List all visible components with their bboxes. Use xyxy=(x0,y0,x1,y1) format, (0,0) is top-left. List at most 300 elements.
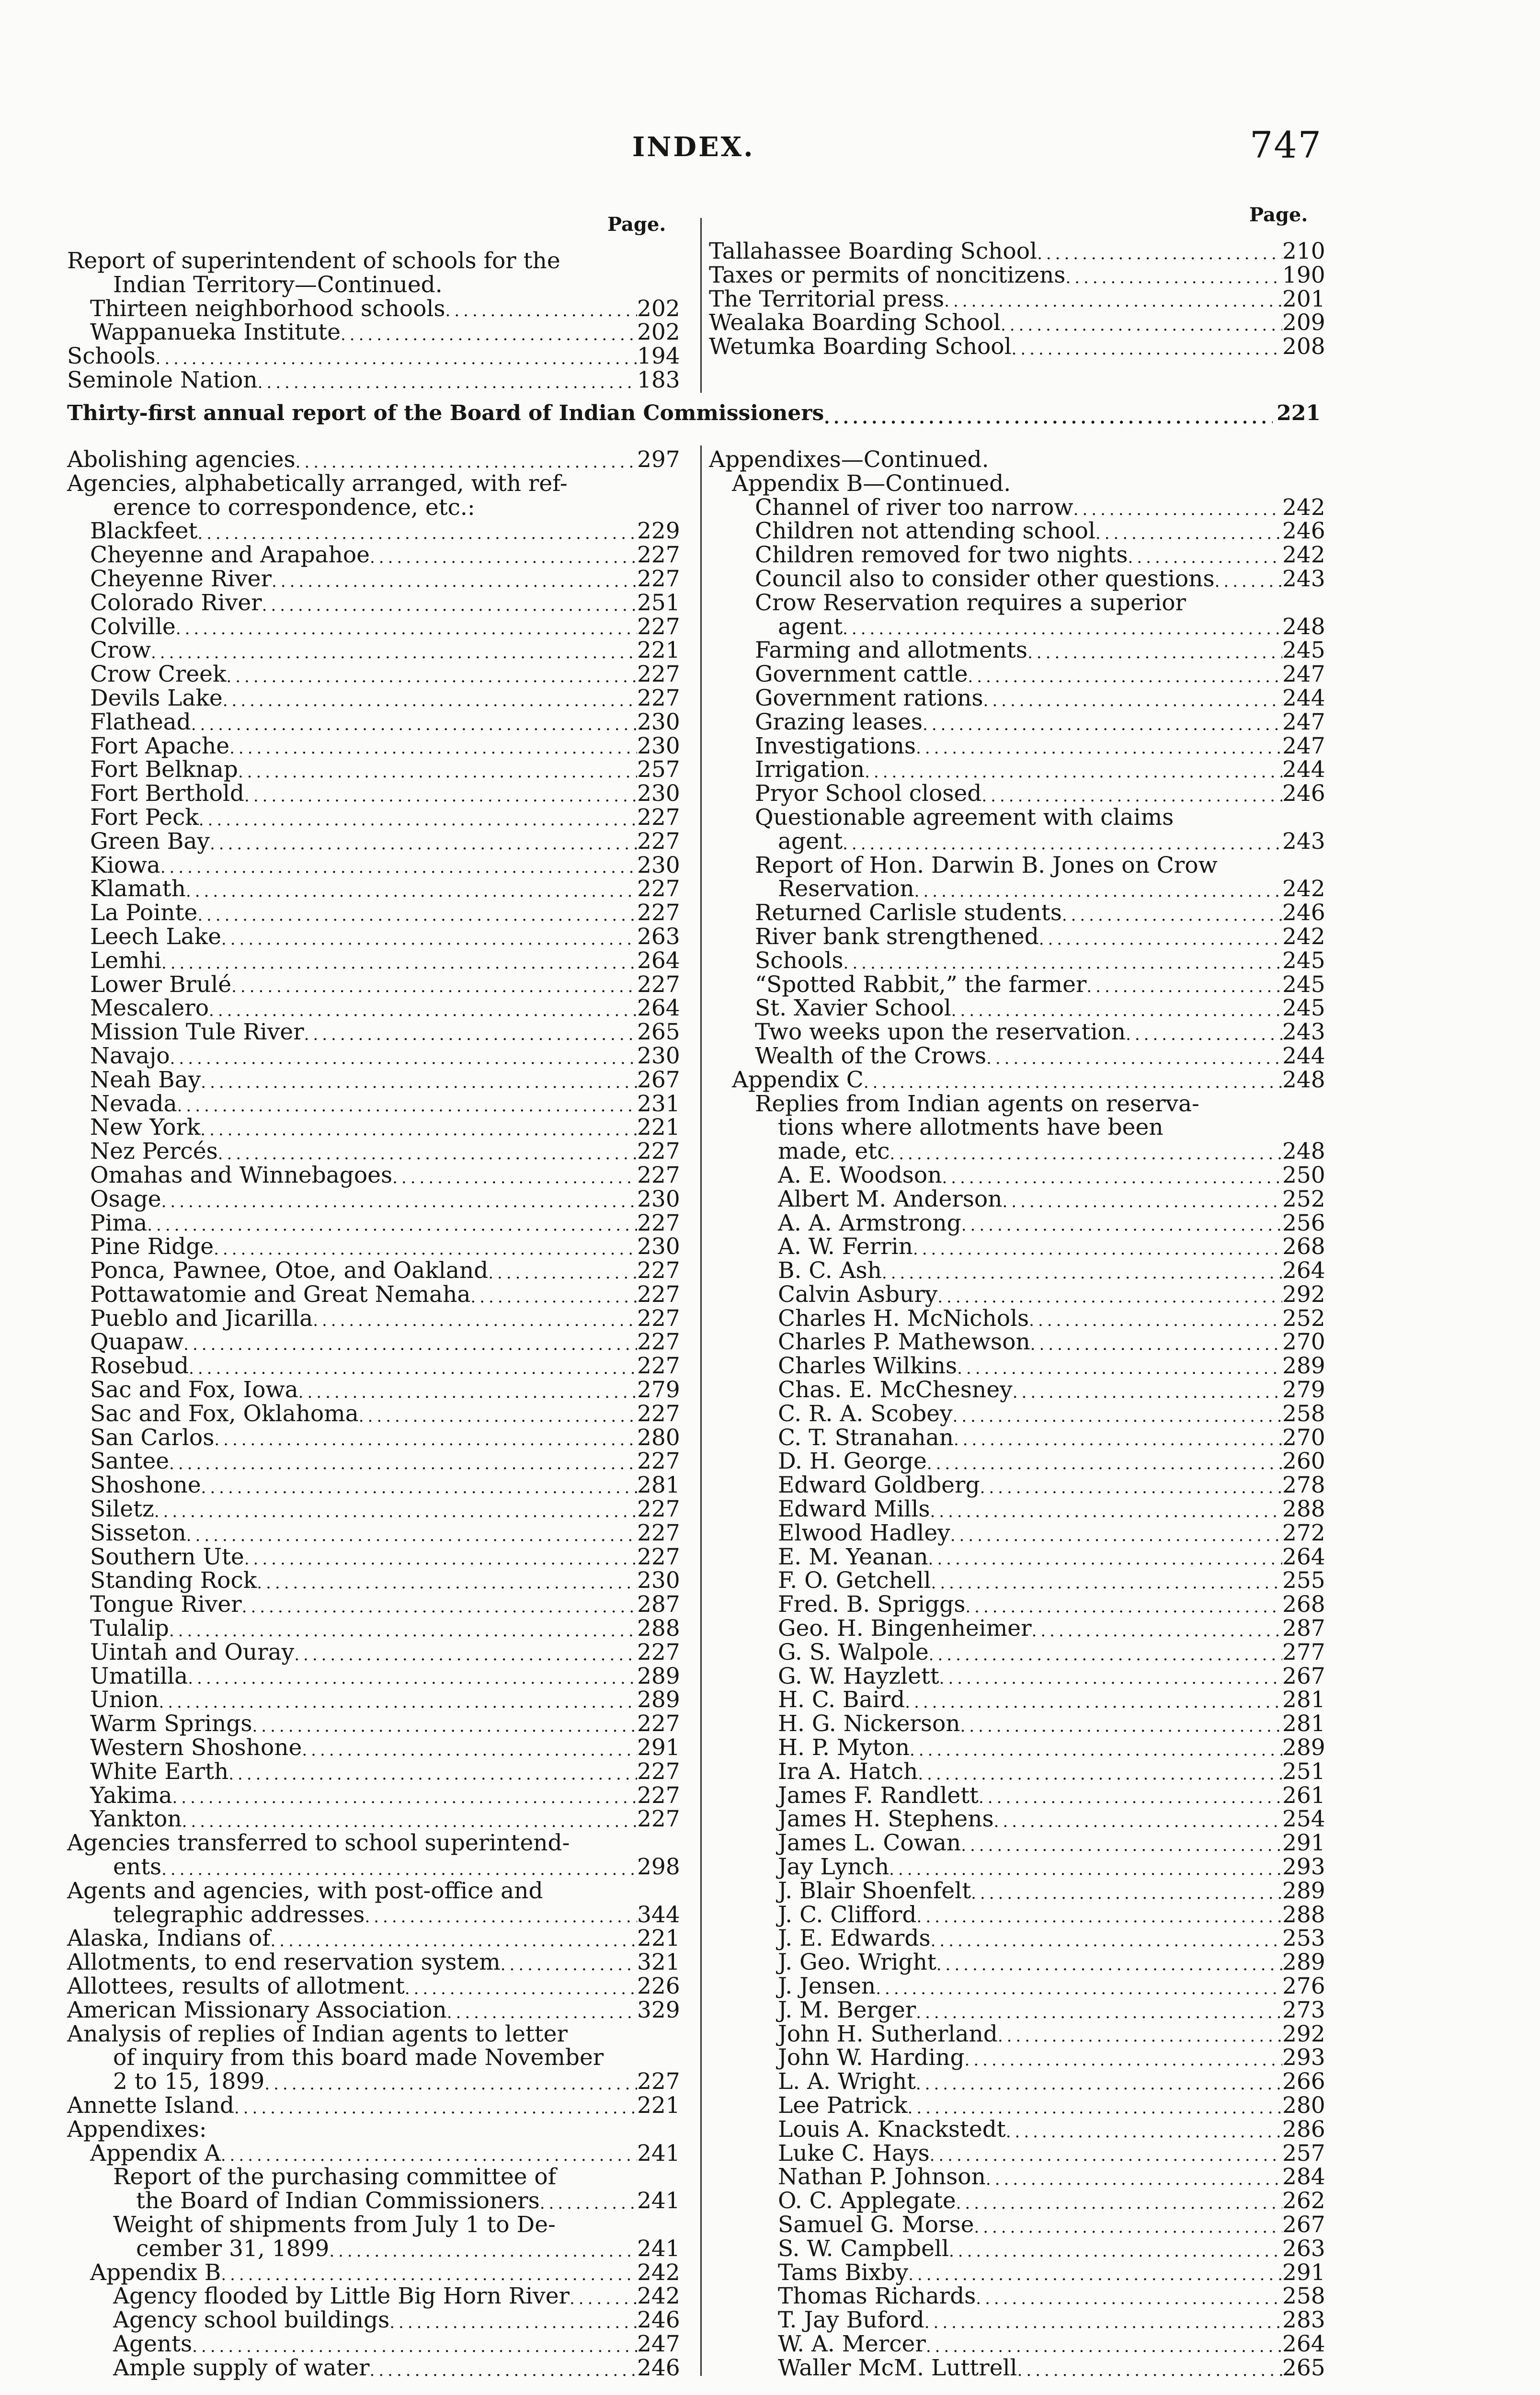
entry-page: 288 xyxy=(637,1615,680,1642)
index-entry xyxy=(709,1567,1325,1594)
index-entry xyxy=(67,472,675,496)
entry-text: J. Blair Shoenfelt xyxy=(778,1877,971,1904)
entry-page: 242 xyxy=(1282,542,1325,569)
index-entry xyxy=(67,2283,680,2310)
entry-text: Samuel G. Morse xyxy=(778,2211,974,2238)
leader-dots xyxy=(445,301,637,320)
entry-text: F. O. Getchell xyxy=(778,1567,931,1594)
left-index-column xyxy=(67,446,680,2381)
index-entry xyxy=(67,1782,680,1809)
index-entry xyxy=(67,852,680,878)
top-left-column xyxy=(67,248,680,393)
index-entry xyxy=(67,1831,675,1855)
leader-dots xyxy=(1029,1311,1282,1330)
index-entry xyxy=(67,2092,680,2119)
entry-page: 262 xyxy=(1282,2188,1325,2214)
entry-text: Green Bay xyxy=(90,828,210,855)
entry-page: 221 xyxy=(637,1114,680,1141)
leader-dots xyxy=(1027,643,1282,662)
entry-text: Agency school buildings xyxy=(113,2307,390,2334)
entry-text: Kiowa xyxy=(90,852,160,878)
leader-dots xyxy=(956,2194,1282,2213)
leader-dots xyxy=(1065,268,1282,287)
entry-page: 246 xyxy=(637,2307,680,2334)
entry-page: 270 xyxy=(1282,1424,1325,1451)
entry-page: 246 xyxy=(1282,900,1325,926)
leader-dots xyxy=(154,1502,637,1521)
entry-text: Indian Territory—Continued. xyxy=(113,271,443,298)
entry-page: 227 xyxy=(637,661,680,688)
entry-page: 227 xyxy=(637,1400,680,1427)
leader-dots xyxy=(1013,1383,1282,1402)
leader-dots xyxy=(226,667,637,686)
leader-dots xyxy=(183,1335,637,1354)
leader-dots xyxy=(979,1788,1282,1807)
index-entry xyxy=(67,708,680,735)
entry-text: Thirteen neighborhood schools xyxy=(90,295,445,322)
index-entry xyxy=(67,2213,675,2237)
index-entry xyxy=(709,2354,1325,2381)
entry-text: cember 31, 1899 xyxy=(136,2235,330,2262)
entry-page: 292 xyxy=(1282,2020,1325,2047)
leader-dots xyxy=(1215,572,1282,591)
index-entry xyxy=(67,1687,680,1713)
index-entry xyxy=(67,249,675,273)
entry-page: 289 xyxy=(637,1663,680,1689)
leader-dots xyxy=(1073,500,1282,519)
entry-page: 227 xyxy=(637,900,680,926)
entry-text: Cheyenne and Arapahoe xyxy=(90,542,370,569)
leader-dots xyxy=(257,1574,637,1593)
entry-page: 247 xyxy=(1282,708,1325,735)
entry-text: Crow Reservation requires a superior xyxy=(755,589,1186,616)
entry-page: 227 xyxy=(637,1496,680,1523)
entry-page: 254 xyxy=(1282,1806,1325,1833)
entry-page: 194 xyxy=(637,343,680,370)
leader-dots xyxy=(928,1550,1282,1569)
leader-dots xyxy=(370,548,637,567)
entry-page: 231 xyxy=(637,1090,680,1117)
index-entry xyxy=(67,2259,680,2286)
entry-text: Tams Bixby xyxy=(778,2259,909,2286)
leader-dots xyxy=(272,572,637,591)
index-entry xyxy=(67,565,680,592)
page-header xyxy=(0,124,1540,181)
entry-text: E. M. Yeanan xyxy=(778,1543,928,1570)
index-entry xyxy=(67,295,680,322)
entry-text: Edward Mills xyxy=(778,1496,930,1523)
entry-text: Appendix B xyxy=(90,2259,221,2286)
entry-text: Farming and allotments xyxy=(755,637,1028,664)
entry-text: Taxes or permits of noncitizens xyxy=(709,262,1066,288)
leader-dots xyxy=(298,1383,637,1402)
entry-page: 230 xyxy=(637,1567,680,1594)
leader-dots xyxy=(981,787,1282,806)
entry-page: 190 xyxy=(1282,262,1325,288)
leader-dots xyxy=(370,2361,637,2380)
entry-text: Geo. H. Bingenheimer xyxy=(778,1615,1032,1642)
entry-page: 280 xyxy=(637,1424,680,1451)
entry-page: 230 xyxy=(637,708,680,735)
entry-page: 277 xyxy=(1282,1639,1325,1665)
index-entry xyxy=(67,518,680,545)
index-entry xyxy=(709,1711,1325,1737)
index-entry xyxy=(709,448,1321,472)
entry-text: of inquiry from this board made November xyxy=(113,2044,604,2071)
entry-text: Colorado River xyxy=(90,589,262,616)
leader-dots xyxy=(1030,1335,1282,1354)
entry-text: Returned Carlisle students xyxy=(755,900,1062,926)
leader-dots xyxy=(210,834,637,854)
entry-text: L. A. Wright xyxy=(778,2068,916,2095)
entry-page: 248 xyxy=(1282,1066,1325,1093)
leader-dots xyxy=(1006,2122,1282,2142)
entry-text: D. H. George xyxy=(778,1448,927,1475)
leader-dots xyxy=(302,1741,637,1760)
index-entry xyxy=(709,828,1325,855)
index-entry xyxy=(709,1591,1325,1618)
entry-text: A. A. Armstrong xyxy=(778,1209,961,1236)
entry-text: Charles H. McNichols xyxy=(778,1305,1029,1332)
entry-page: 250 xyxy=(1282,1162,1325,1188)
leader-dots xyxy=(188,1669,637,1688)
leader-dots xyxy=(341,325,637,344)
entry-text: Warm Springs xyxy=(90,1711,252,1737)
leader-dots xyxy=(916,739,1282,758)
entry-page: 267 xyxy=(1282,2211,1325,2238)
index-entry xyxy=(67,1138,680,1165)
leader-dots xyxy=(191,715,637,734)
index-entry xyxy=(67,661,680,688)
entry-page: 243 xyxy=(1282,828,1325,855)
leader-dots xyxy=(294,1645,637,1665)
leader-dots xyxy=(214,1430,637,1449)
entry-page: 263 xyxy=(637,923,680,950)
entry-text: Shoshone xyxy=(90,1472,201,1499)
index-entry xyxy=(67,1353,680,1380)
index-entry xyxy=(67,995,680,1022)
leader-dots xyxy=(876,1979,1282,1998)
entry-page: 289 xyxy=(637,1687,680,1713)
leader-dots xyxy=(1095,524,1282,543)
entry-page: 281 xyxy=(637,1472,680,1499)
entry-text: H. C. Baird xyxy=(778,1687,905,1713)
index-entry xyxy=(709,333,1325,360)
index-entry xyxy=(67,2354,680,2381)
entry-text: Council also to consider other questions xyxy=(755,565,1215,592)
leader-dots xyxy=(910,1741,1282,1760)
index-entry xyxy=(709,1949,1325,1976)
entry-page: 261 xyxy=(1282,1782,1325,1809)
entry-page: 264 xyxy=(1282,2330,1325,2357)
entry-text: Appendix B—Continued. xyxy=(732,470,1011,497)
leader-dots xyxy=(329,2242,637,2261)
entry-text: Western Shoshone xyxy=(90,1734,302,1761)
index-entry xyxy=(709,2235,1325,2262)
entry-text: Charles Wilkins xyxy=(778,1353,958,1380)
entry-page: 202 xyxy=(637,295,680,322)
entry-page: 267 xyxy=(1282,1663,1325,1689)
entry-text: Wealaka Boarding School xyxy=(709,309,1001,336)
entry-page: 221 xyxy=(637,2092,680,2119)
leader-dots xyxy=(313,1311,637,1330)
index-entry xyxy=(709,1734,1325,1761)
entry-page: 264 xyxy=(1282,1543,1325,1570)
leader-dots xyxy=(296,453,637,472)
entry-page: 293 xyxy=(1282,2044,1325,2071)
leader-dots xyxy=(1037,244,1282,263)
entry-text: Tongue River xyxy=(90,1591,242,1618)
entry-text: Agency flooded by Little Big Horn River xyxy=(113,2283,570,2310)
entry-text: San Carlos xyxy=(90,1424,215,1451)
entry-page: 227 xyxy=(637,1758,680,1785)
index-entry xyxy=(67,1281,680,1308)
entry-page: 227 xyxy=(637,1711,680,1737)
entry-text: C. R. A. Scobey xyxy=(778,1400,953,1427)
leader-dots xyxy=(960,1717,1282,1736)
entry-text: T. Jay Buford xyxy=(778,2307,924,2334)
leader-dots xyxy=(214,1240,637,1259)
leader-dots xyxy=(209,1001,637,1020)
entry-text: J. Jensen xyxy=(778,1973,876,1999)
index-entry xyxy=(67,684,680,711)
entry-page: 227 xyxy=(637,613,680,640)
index-entry xyxy=(67,780,680,807)
right-index-column xyxy=(709,446,1325,2381)
entry-text: Union xyxy=(90,1687,159,1713)
entry-text: Standing Rock xyxy=(90,1567,257,1594)
entry-page: 227 xyxy=(637,1209,680,1236)
leader-dots xyxy=(926,2337,1282,2356)
entry-text: Quapaw xyxy=(90,1329,184,1356)
entry-text: Children removed for two nights xyxy=(755,542,1128,569)
entry-text: Appendix A xyxy=(90,2140,221,2167)
entry-text: tions where allotments have been xyxy=(778,1114,1164,1141)
index-entry xyxy=(709,1233,1325,1260)
entry-page: 241 xyxy=(637,2235,680,2262)
index-entry xyxy=(709,1925,1325,1952)
index-entry xyxy=(709,1209,1325,1236)
leader-dots xyxy=(405,1979,637,1998)
entry-page: 227 xyxy=(637,1329,680,1356)
entry-text: Rosebud xyxy=(90,1353,189,1380)
index-entry xyxy=(709,876,1325,902)
leader-dots xyxy=(389,2313,637,2332)
section-heading-page: 221 xyxy=(1277,401,1321,425)
index-entry xyxy=(709,2307,1325,2334)
entry-page: 252 xyxy=(1282,1305,1325,1332)
entry-page: 242 xyxy=(1282,494,1325,521)
entry-text: A. E. Woodson xyxy=(778,1162,942,1188)
entry-text: Irrigation xyxy=(755,756,865,783)
leader-dots xyxy=(930,2146,1282,2165)
entry-page: 293 xyxy=(1282,1854,1325,1881)
entry-text: Appendixes—Continued. xyxy=(709,446,989,473)
entry-page: 201 xyxy=(1282,285,1325,312)
entry-text: Navajo xyxy=(90,1042,170,1069)
index-entry xyxy=(709,1353,1325,1380)
index-entry xyxy=(709,1377,1325,1403)
leader-dots xyxy=(228,1765,637,1784)
index-entry xyxy=(709,2283,1325,2310)
leader-dots xyxy=(147,1216,637,1235)
entry-text: Government cattle xyxy=(755,661,968,688)
entry-text: Umatilla xyxy=(90,1663,188,1689)
index-entry xyxy=(67,1329,680,1356)
leader-dots xyxy=(229,739,637,758)
leader-dots xyxy=(824,409,1273,428)
entry-page: 289 xyxy=(1282,1877,1325,1904)
entry-page: 227 xyxy=(637,1639,680,1665)
entry-text: Santee xyxy=(90,1448,170,1475)
entry-text: Reservation xyxy=(778,876,914,902)
entry-text: telegraphic addresses xyxy=(113,1901,365,1928)
entry-text: Ponca, Pawnee, Otoe, and Oakland xyxy=(90,1257,489,1284)
leader-dots xyxy=(1012,340,1282,359)
entry-page: 242 xyxy=(637,2283,680,2310)
entry-text: Omahas and Winnebagoes xyxy=(90,1162,393,1188)
index-entry xyxy=(67,923,680,950)
entry-text: Channel of river too narrow xyxy=(755,494,1073,521)
leader-dots xyxy=(961,1836,1282,1855)
index-entry xyxy=(709,2330,1325,2357)
entry-page: 227 xyxy=(637,971,680,998)
index-entry xyxy=(709,2092,1325,2119)
leader-dots xyxy=(923,715,1282,734)
leader-dots xyxy=(954,1430,1282,1449)
index-entry xyxy=(67,1734,680,1761)
index-entry xyxy=(67,1567,680,1594)
index-entry xyxy=(67,971,680,998)
entry-page: 272 xyxy=(1282,1519,1325,1546)
leader-dots xyxy=(974,2218,1282,2237)
leader-dots xyxy=(177,1096,637,1116)
leader-dots xyxy=(1062,906,1282,925)
entry-text: Children not attending school xyxy=(755,518,1095,545)
entry-text: Waller McM. Luttrell xyxy=(778,2354,1017,2381)
entry-page: 291 xyxy=(1282,2259,1325,2286)
entry-page: 281 xyxy=(1282,1687,1325,1713)
entry-page: 344 xyxy=(637,1901,680,1928)
leader-dots xyxy=(843,834,1282,854)
index-entry xyxy=(67,319,680,346)
entry-page: 227 xyxy=(637,1138,680,1165)
leader-dots xyxy=(965,1597,1282,1617)
index-entry xyxy=(709,1448,1325,1475)
entry-page: 289 xyxy=(1282,1949,1325,1976)
entry-page: 243 xyxy=(1282,565,1325,592)
entry-page: 210 xyxy=(1282,238,1325,264)
index-entry xyxy=(709,2044,1325,2071)
index-entry xyxy=(709,309,1325,336)
leader-dots xyxy=(176,619,637,639)
entry-text: G. S. Walpole xyxy=(778,1639,929,1665)
entry-text: Sac and Fox, Iowa xyxy=(90,1377,298,1403)
entry-text: Fort Belknap xyxy=(90,756,238,783)
entry-page: 257 xyxy=(637,756,680,783)
index-entry xyxy=(709,1042,1325,1069)
entry-page: 268 xyxy=(1282,1233,1325,1260)
entry-text: agent xyxy=(778,828,843,855)
entry-text: Abolishing agencies xyxy=(67,446,296,473)
index-entry xyxy=(709,1019,1325,1046)
index-entry xyxy=(67,1377,680,1403)
entry-text: O. C. Applegate xyxy=(778,2188,956,2214)
entry-page: 241 xyxy=(637,2188,680,2214)
entry-page: 284 xyxy=(1282,2164,1325,2190)
entry-page: 279 xyxy=(1282,1377,1325,1403)
entry-text: Yankton xyxy=(90,1806,182,1833)
leader-dots xyxy=(971,1884,1282,1903)
entry-text: Crow xyxy=(90,637,151,664)
entry-text: Fort Peck xyxy=(90,804,199,831)
entry-page: 273 xyxy=(1282,1996,1325,2023)
index-entry xyxy=(67,589,680,616)
leader-dots xyxy=(1039,930,1282,949)
index-entry xyxy=(709,494,1325,521)
index-entry xyxy=(709,1639,1325,1665)
leader-dots xyxy=(470,1288,637,1307)
entry-page: 230 xyxy=(637,780,680,807)
entry-page: 227 xyxy=(637,1281,680,1308)
leader-dots xyxy=(231,977,637,996)
leader-dots xyxy=(161,1192,637,1211)
index-entry xyxy=(67,1090,680,1117)
entry-text: James F. Randlett xyxy=(778,1782,979,1809)
entry-page: 227 xyxy=(637,542,680,569)
entry-text: James H. Stephens xyxy=(778,1806,994,1833)
leader-dots xyxy=(950,1526,1282,1545)
entry-page: 227 xyxy=(637,1782,680,1809)
leader-dots xyxy=(197,906,637,925)
entry-text: Siletz xyxy=(90,1496,154,1523)
leader-dots xyxy=(234,2098,637,2118)
index-entry xyxy=(67,1042,680,1069)
index-entry xyxy=(709,971,1325,998)
entry-text: made, etc xyxy=(778,1138,890,1165)
entry-text: Schools xyxy=(67,343,156,370)
index-entry xyxy=(709,1257,1325,1284)
entry-text: River bank strengthened xyxy=(755,923,1039,950)
entry-text: Southern Ute xyxy=(90,1543,244,1570)
leader-dots xyxy=(968,667,1282,686)
leader-dots xyxy=(908,2098,1282,2118)
index-entry xyxy=(67,2235,680,2262)
leader-dots xyxy=(931,1574,1282,1593)
index-entry xyxy=(67,2165,675,2189)
entry-text: C. T. Stranahan xyxy=(778,1424,954,1451)
leader-dots xyxy=(161,954,637,973)
entry-page: 227 xyxy=(637,1448,680,1475)
entry-text: Mescalero xyxy=(90,995,209,1022)
section-heading xyxy=(67,399,1321,428)
entry-page: 230 xyxy=(637,1186,680,1212)
entry-text: Report of superintendent of schools for the xyxy=(67,248,560,274)
entry-text: Nez Percés xyxy=(90,1138,218,1165)
index-entry xyxy=(709,995,1325,1022)
entry-page: 260 xyxy=(1282,1448,1325,1475)
leader-dots xyxy=(540,2194,637,2213)
index-entry xyxy=(67,1663,680,1689)
entry-page: 265 xyxy=(1282,2354,1325,2381)
index-entry xyxy=(67,2330,680,2357)
entry-page: 221 xyxy=(637,637,680,664)
leader-dots xyxy=(953,1407,1282,1426)
index-entry xyxy=(67,1973,680,1999)
leader-dots xyxy=(221,2265,637,2284)
index-entry xyxy=(67,1639,680,1665)
entry-page: 229 xyxy=(637,518,680,545)
